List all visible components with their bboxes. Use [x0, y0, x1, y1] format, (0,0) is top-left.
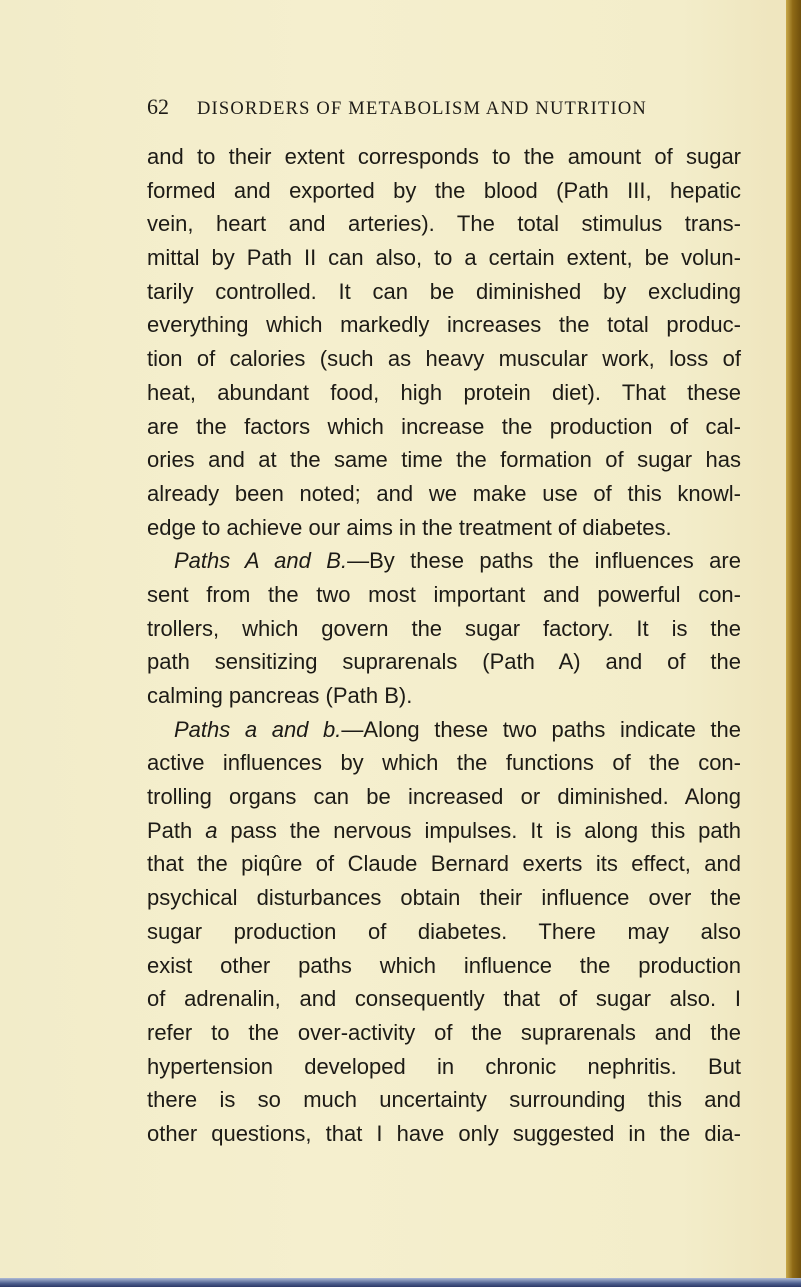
text-line: formed and exported by the blood (Path III, hepatic	[147, 177, 741, 203]
scan-bottom-border	[0, 1278, 801, 1287]
running-head: DISORDERS OF METABOLISM AND NUTRITION	[197, 99, 647, 119]
text-line: refer to the over-activity of the suprarenals and the	[147, 1019, 741, 1045]
text-line: and to their extent corresponds to the amount of sugar	[147, 144, 741, 169]
text-line: other questions, that I have only suggested in the dia-	[147, 1120, 741, 1146]
text-line: edge to achieve our aims in the treatment of diabetes.	[147, 514, 672, 540]
text-line: trolling organs can be increased or diminished. Along	[147, 784, 741, 810]
section-lead: Paths A and B.	[174, 548, 348, 574]
text-line: already been noted; and we make use of this knowl-	[147, 480, 741, 506]
text-line: exist other paths which influence the production	[147, 952, 741, 978]
text-line: sent from the two most important and powerful con-	[147, 581, 741, 607]
text-line: psychical disturbances obtain their influence over the	[147, 885, 741, 911]
text-line	[147, 814, 741, 848]
text-line: ories and at the same time the formation of sugar has	[147, 447, 741, 473]
page-edge	[786, 0, 801, 1287]
text-line: hypertension developed in chronic nephritis. But	[147, 1053, 741, 1079]
text-line: tarily controlled. It can be diminished by excluding	[147, 278, 741, 304]
path-label: a	[205, 817, 218, 843]
text-run: —Along these two paths indicate the	[341, 716, 741, 742]
text-line: everything which markedly increases the total produc-	[147, 312, 741, 338]
text-line: path sensitizing suprarenals (Path A) and of the	[147, 649, 741, 675]
body-text	[147, 140, 741, 1151]
section-lead: Paths a and b.	[174, 716, 342, 742]
text-line: heat, abundant food, high protein diet). That these	[147, 379, 741, 405]
text-line: of adrenalin, and consequently that of sugar also. I	[147, 986, 741, 1012]
text-line: active influences by which the functions of the con-	[147, 750, 741, 776]
text-run: —By these paths the influences are	[347, 548, 741, 574]
text-line: vein, heart and arteries). The total stimulus trans-	[147, 211, 741, 237]
text-line: sugar production of diabetes. There may also	[147, 918, 741, 944]
text-line	[147, 713, 741, 747]
page-header	[147, 94, 647, 124]
text-line: trollers, which govern the sugar factory. It is the	[147, 615, 741, 641]
text-run: Path	[147, 817, 206, 843]
text-line	[147, 544, 741, 578]
text-line: that the piqûre of Claude Bernard exerts its effect, and	[147, 851, 741, 877]
page-number: 62	[147, 94, 169, 119]
text-line: are the factors which increase the production of cal-	[147, 413, 741, 439]
text-line: there is so much uncertainty surrounding this and	[147, 1087, 741, 1113]
text-line: mittal by Path II can also, to a certain extent, be volun-	[147, 245, 741, 271]
text-line: tion of calories (such as heavy muscular work, loss of	[147, 346, 741, 372]
text-line: calming pancreas (Path B).	[147, 683, 413, 708]
text-run: pass the nervous impulses. It is along this path	[217, 817, 741, 843]
